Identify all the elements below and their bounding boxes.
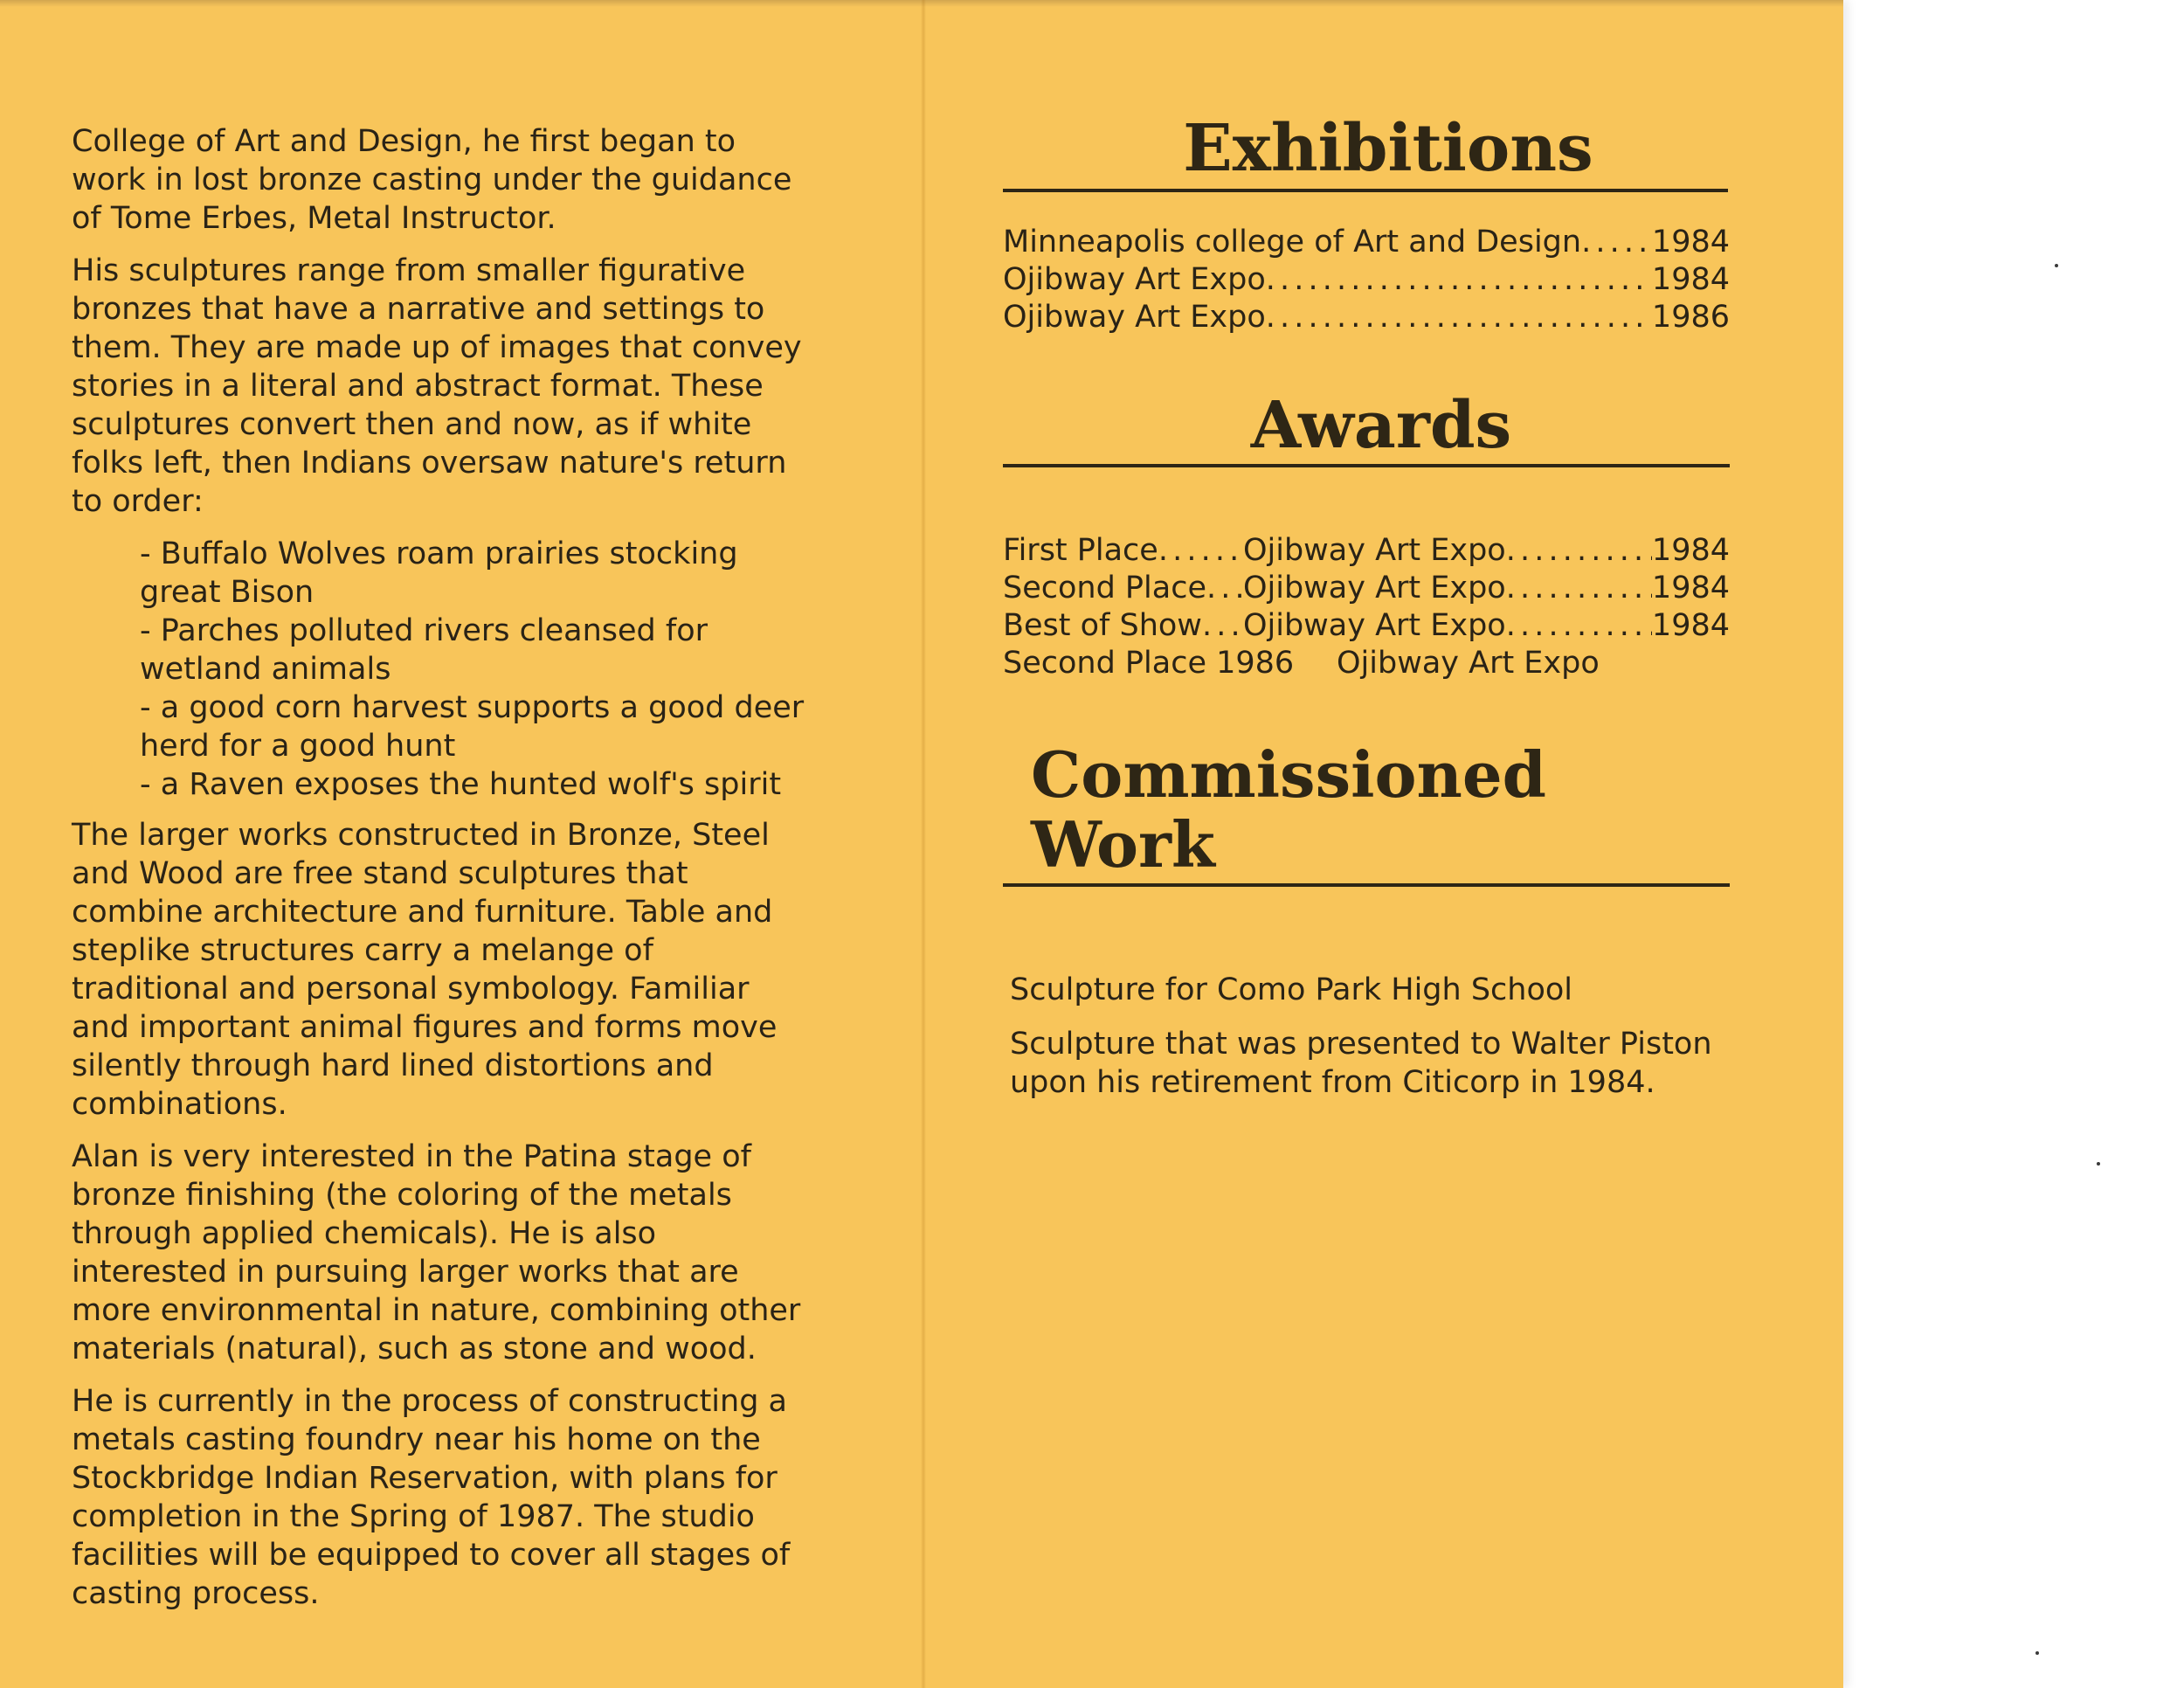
award-venue: Ojibway Art Expo [1242,608,1506,643]
exhibition-year: 1986 [1651,300,1730,335]
exhibitions-list [1003,224,1730,336]
award-year: 1984 [1651,608,1730,643]
awards-list [1003,532,1730,682]
dot-leader [1506,607,1652,645]
award-row [1003,607,1730,645]
exhibition-year: 1984 [1651,225,1730,259]
awards-heading: Awards [1250,388,1512,463]
award-place: Second Place 1986 [1003,646,1295,681]
award-row [1003,645,1730,682]
dot-leader [1202,607,1243,645]
list-item: - a Raven exposes the hunted wolf's spirit [140,767,782,802]
award-row [1003,532,1730,570]
list-item: - a good corn harvest supports a good deer herd for a good hunt [140,690,805,764]
scan-speck [2055,264,2058,267]
bio-paragraph: The larger works constructed in Bronze, Steel and Wood are free stand sculptures that combine architecture and furniture. Table and steplike structures carry a melange of traditional and personal symbology. Familiar and important animal figures and forms move silently through hard lined distortions and combinations. [72,818,778,1122]
center-fold [921,0,926,1688]
sculpture-themes-list [72,535,805,804]
scan-speck [2097,1162,2100,1166]
award-venue: Ojibway Art Expo [1337,646,1600,681]
commissioned-work-rule [1003,883,1730,887]
dot-leader [1266,261,1652,299]
dot-leader [1266,299,1652,336]
award-venue: Ojibway Art Expo [1242,533,1506,568]
bio-paragraph: His sculptures range from smaller figurative bronzes that have a narrative and settings to them. They are made up of images that convey stories in a literal and abstract format. These sculptures convert then and now, as if white folks left, then Indians oversaw nature's return to order: [72,253,802,519]
exhibitions-rule [1003,189,1728,192]
dot-leader [1581,224,1652,261]
bio-paragraph: Alan is very interested in the Patina stage of bronze finishing (the coloring of the metals through applied chemicals). He is also interested in pursuing larger works that are more environmental in nature, combining other materials (natural), such as stone and wood. [72,1139,801,1366]
commissioned-item: Sculpture for Como Park High School [1010,972,1573,1007]
award-year: 1984 [1651,571,1730,605]
bio-paragraph: He is currently in the process of constructing a metals casting foundry near his home on the Stockbridge Indian Reservation, with plans for completion in the Spring of 1987. The studio facilities will be equipped to cover all stages of casting process. [72,1384,791,1611]
list-item: - Parches polluted rivers cleansed for wetland animals [140,613,708,687]
list-item: - Buffalo Wolves roam prairies stocking great Bison [140,536,738,610]
award-row [1003,570,1730,607]
commissioned-work-heading: Commissioned Work [1031,737,1546,882]
credentials-column [1003,111,1730,1117]
award-place: First Place [1003,533,1158,568]
dot-leader [1206,570,1243,607]
exhibition-name: Minneapolis college of Art and Design [1003,225,1582,259]
dot-leader [1506,532,1652,570]
exhibition-row [1003,224,1730,261]
biography-column [72,122,805,1627]
exhibitions-heading: Exhibitions [1183,111,1593,186]
award-place: Second Place [1003,571,1206,605]
award-venue: Ojibway Art Expo [1242,571,1506,605]
exhibition-row [1003,261,1730,299]
exhibition-name: Ojibway Art Expo [1003,262,1266,297]
award-year: 1984 [1651,533,1730,568]
dot-leader [1506,570,1652,607]
scan-speck [2035,1651,2039,1655]
commissioned-work-list [1003,971,1730,1102]
dot-leader [1158,532,1243,570]
awards-rule [1003,464,1730,467]
exhibition-name: Ojibway Art Expo [1003,300,1266,335]
exhibition-row [1003,299,1730,336]
exhibition-year: 1984 [1651,262,1730,297]
commissioned-item: Sculpture that was presented to Walter Piston upon his retirement from Citicorp in 1984. [1010,1027,1712,1100]
bio-paragraph: College of Art and Design, he first began to work in lost bronze casting under the guidance of Tome Erbes, Metal Instructor. [72,124,792,236]
award-place: Best of Show [1003,608,1202,643]
